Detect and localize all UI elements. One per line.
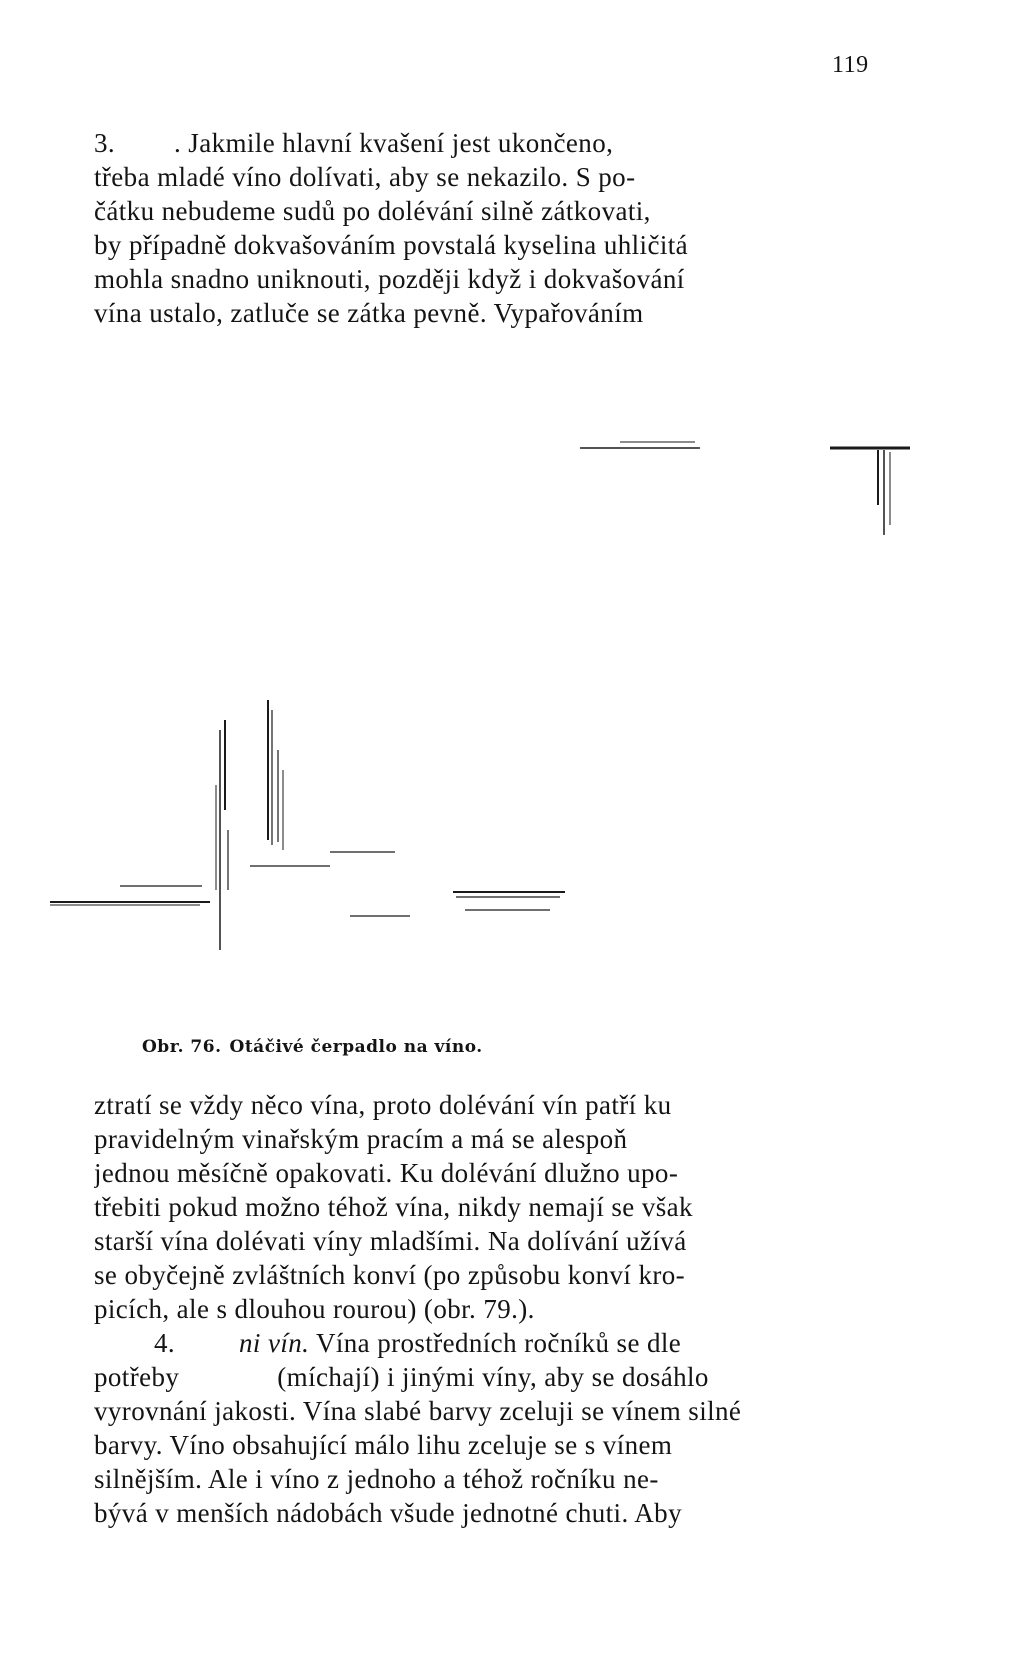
text-line: by případně dokvašováním povstalá kyselina uhličitá: [94, 230, 689, 260]
text-line: [94, 1360, 872, 1394]
text-line: třeba mladé víno dolívati, aby se nekazilo. S po-: [94, 162, 636, 192]
text-line: jednou měsíčně opakovati. Ku dolévání dlužno upo-: [94, 1158, 679, 1188]
paragraph-top: [94, 126, 872, 330]
text-line: [94, 126, 872, 160]
text-line: picích, ale s dlouhou rourou) (obr. 79.).: [94, 1294, 535, 1324]
text-line: mohla snadno uniknouti, později když i dokvašování: [94, 264, 685, 294]
paragraph-bottom: [94, 1088, 872, 1530]
text-line: barvy. Víno obsahující málo lihu zceluje se s vínem: [94, 1430, 673, 1460]
pump-drawing: [0, 330, 1024, 1030]
figure-caption-text: Otáčivé čerpadlo na víno.: [229, 1037, 483, 1057]
line-text-a: potřeby: [94, 1362, 180, 1392]
page-number: 119: [832, 52, 869, 78]
figure-label: Obr. 76.: [142, 1037, 222, 1057]
text-line: bývá v menších nádobách všude jednotné chuti. Aby: [94, 1498, 682, 1528]
text-line: pravidelným vinařským pracím a má se alespoň: [94, 1124, 628, 1154]
figure-caption: [142, 1037, 483, 1057]
text-line: čátku nebudeme sudů po dolévání silně zátkovati,: [94, 196, 651, 226]
section-number: 3.: [94, 128, 116, 158]
text-line: se obyčejně zvláštních konví (po způsobu konví kro-: [94, 1260, 686, 1290]
figure-pump-illustration: [0, 330, 1024, 1030]
text-line: starší vína dolévati víny mladšími. Na dolívání užívá: [94, 1226, 687, 1256]
text-line: ztratí se vždy něco vína, proto dolévání vín patří ku: [94, 1090, 672, 1120]
section-heading-fragment: ni vín.: [239, 1328, 310, 1358]
line-text-b: (míchají) i jinými víny, aby se dosáhlo: [277, 1362, 709, 1392]
text-line: silnějším. Ale i víno z jednoho a téhož ročníku ne-: [94, 1464, 659, 1494]
text-line: vyrovnání jakosti. Vína slabé barvy zceluji se vínem silné: [94, 1396, 742, 1426]
line-text: . Jakmile hlavní kvašení jest ukončeno,: [174, 128, 614, 158]
section-number: 4.: [154, 1328, 176, 1358]
text-line: vína ustalo, zatluče se zátka pevně. Vypařováním: [94, 298, 644, 328]
text-line: [94, 1326, 872, 1360]
line-text: Vína prostředních ročníků se dle: [315, 1328, 682, 1358]
text-line: třebiti pokud možno téhož vína, nikdy nemají se však: [94, 1192, 693, 1222]
